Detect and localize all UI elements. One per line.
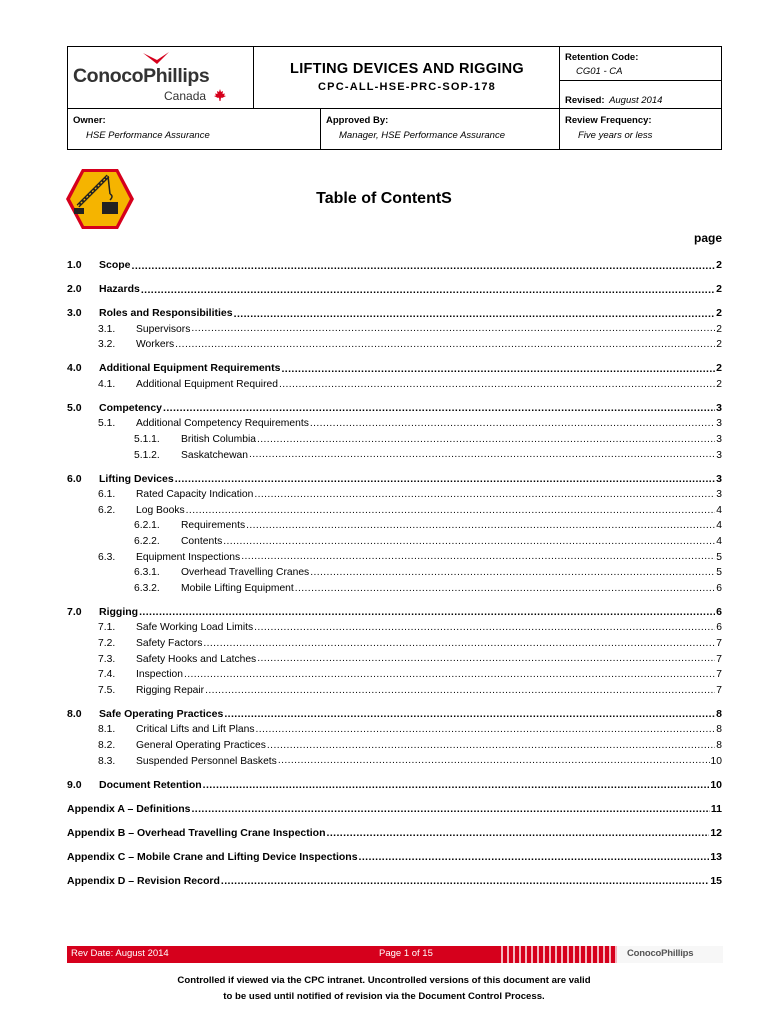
toc-page-number: 7 (716, 638, 722, 649)
toc-leader-dots (295, 584, 716, 594)
toc-entry-title: Safe Working Load Limits (136, 622, 254, 634)
toc-page-number: 4 (716, 504, 722, 516)
toc-entry-title: Additional Equipment Requirements (99, 362, 281, 375)
revised-cell (560, 81, 723, 109)
toc-number: 5.1.2. (134, 449, 160, 461)
toc-title: Table of ContentS (316, 190, 452, 207)
toc-subsection-row[interactable] (67, 320, 722, 335)
toc-entry-title: Competency (99, 401, 163, 414)
toc-number: 8.2. (98, 740, 116, 751)
footer-bar (67, 946, 723, 963)
toc-number: 1.0 (67, 259, 82, 271)
toc-section-row[interactable] (67, 824, 722, 839)
toc-page-number: 2 (716, 283, 722, 295)
footer-page-number: Page 1 of 15 (379, 948, 433, 959)
toc-page-number: 8 (716, 724, 722, 736)
toc-entry-title: Saskatchewan (181, 449, 248, 461)
toc-leader-dots (191, 804, 709, 815)
toc-number: 5.1.1. (134, 434, 160, 445)
toc-leader-dots (184, 670, 715, 680)
approved-label: Approved By: (326, 115, 389, 126)
toc-page-number: 6 (716, 605, 722, 618)
toc-leader-dots (310, 419, 715, 429)
toc-number: 7.5. (98, 684, 116, 696)
toc-subsection-row[interactable] (67, 618, 722, 633)
maple-leaf-icon (214, 89, 226, 101)
toc-leader-dots (234, 309, 716, 320)
review-value: Five years or less (578, 130, 653, 141)
toc-leader-dots (249, 450, 715, 460)
logo-swoosh-icon (141, 51, 171, 65)
toc-section-row[interactable] (67, 470, 722, 485)
retention-label: Retention Code: (565, 52, 639, 63)
logo-region: Canada (164, 89, 207, 103)
toc-number: 6.3.1. (134, 567, 160, 579)
toc-section-row[interactable] (67, 256, 722, 271)
toc-leader-dots (224, 709, 715, 720)
toc-page-number: 3 (716, 472, 722, 485)
toc-leader-dots (141, 285, 715, 296)
toc-entry-title: British Columbia (181, 434, 256, 445)
toc-page-number: 3 (716, 418, 722, 430)
toc-number: 9.0 (67, 778, 82, 791)
toc-page-number: 2 (716, 362, 722, 375)
toc-entry-title: Additional Competency Requirements (136, 418, 309, 430)
toc-page-number: 2 (716, 307, 722, 319)
toc-entry-title: Suspended Personnel Baskets (136, 755, 277, 767)
review-frequency-cell (560, 109, 723, 151)
toc-section-row[interactable] (67, 872, 722, 887)
toc-leader-dots (175, 474, 715, 485)
toc-subsection-row[interactable] (67, 516, 722, 531)
page-column-heading: page (693, 231, 722, 245)
controlled-notice (0, 973, 768, 1005)
toc-subsection-row[interactable] (67, 485, 722, 500)
toc-page-number: 3 (716, 449, 722, 461)
toc-leader-dots (175, 340, 715, 350)
toc-entry-title: Mobile Lifting Equipment (181, 582, 294, 594)
toc-page-number: 8 (716, 707, 722, 720)
toc-subsection-row[interactable] (67, 446, 722, 461)
toc-subsection-row[interactable] (67, 563, 722, 578)
toc-leader-dots (257, 435, 715, 445)
logo-wordmark: ConocoPhillips (73, 65, 210, 87)
owner-label: Owner: (73, 115, 106, 126)
toc-section-row[interactable] (67, 800, 722, 815)
toc-page-number: 6 (716, 622, 722, 634)
toc-subsection-row[interactable] (67, 650, 722, 665)
toc-subsection-row[interactable] (67, 579, 722, 594)
toc-page-number: 12 (710, 826, 722, 839)
toc-entry-title: Appendix C – Mobile Crane and Lifting Device Inspections (67, 850, 358, 863)
toc-page-number: 10 (710, 755, 722, 767)
review-label: Review Frequency: (565, 115, 652, 126)
toc-page-number: 11 (710, 802, 722, 815)
toc-number: 5.1. (98, 418, 116, 430)
toc-section-row[interactable] (67, 603, 722, 618)
toc-number: 8.3. (98, 755, 116, 767)
toc-entry-title: Document Retention (99, 778, 202, 791)
approved-by-cell (321, 109, 560, 151)
toc-page-number: 2 (716, 259, 722, 271)
approved-value: Manager, HSE Performance Assurance (339, 130, 505, 141)
toc-entry-title: Requirements (181, 520, 246, 532)
toc-number: 7.3. (98, 653, 116, 665)
toc-leader-dots (203, 780, 710, 791)
toc-number: 3.1. (98, 323, 116, 335)
toc-page-number: 7 (716, 669, 722, 681)
toc-number: 6.3. (98, 551, 116, 563)
toc-subsection-row[interactable] (67, 720, 722, 735)
toc-number: 8.1. (98, 724, 116, 736)
toc-leader-dots (359, 852, 710, 863)
toc-entry-title: Additional Equipment Required (136, 378, 278, 390)
toc-page-number: 4 (716, 536, 722, 547)
toc-number: 7.4. (98, 669, 116, 681)
toc-subsection-row[interactable] (67, 752, 722, 767)
toc-section-row[interactable] (67, 705, 722, 720)
toc-entry-title: Supervisors (136, 323, 191, 335)
toc-entry-title: Rigging Repair (136, 684, 205, 696)
toc-leader-dots (254, 490, 715, 500)
toc-leader-dots (254, 623, 715, 633)
toc-number: 8.0 (67, 707, 82, 720)
toc-leader-dots (310, 568, 715, 578)
toc-subsection-row[interactable] (67, 414, 722, 429)
toc-number: 4.1. (98, 378, 116, 390)
controlled-notice-line-1: Controlled if viewed via the CPC intranet. Uncontrolled versions of this document are valid (177, 975, 591, 986)
toc-subsection-row[interactable] (67, 430, 722, 445)
toc-entry-title: Roles and Responsibilities (99, 307, 233, 319)
toc-leader-dots (186, 506, 716, 516)
toc-leader-dots (139, 607, 715, 618)
document-title: LIFTING DEVICES AND RIGGING (290, 61, 524, 77)
toc-leader-dots (163, 403, 715, 414)
toc-page-number: 3 (716, 434, 722, 445)
toc-leader-dots (221, 876, 709, 887)
toc-number: 4.0 (67, 362, 82, 375)
toc-entry-title: General Operating Practices (136, 740, 266, 751)
toc-number: 7.2. (98, 638, 116, 649)
toc-number: 7.1. (98, 622, 116, 634)
footer-fade (497, 946, 617, 963)
toc-entry-title: Safety Factors (136, 638, 203, 649)
toc-entry-title: Safety Hooks and Latches (136, 653, 257, 665)
toc-section-row[interactable] (67, 776, 722, 791)
toc-number: 6.1. (98, 489, 116, 501)
toc-leader-dots (267, 741, 715, 751)
owner-cell (68, 109, 321, 151)
toc-leader-dots (246, 521, 715, 531)
toc-subsection-row[interactable] (67, 736, 722, 751)
toc-subsection-row[interactable] (67, 634, 722, 649)
document-header (67, 46, 722, 150)
toc-section-row[interactable] (67, 359, 722, 374)
toc-number: 3.0 (67, 307, 82, 319)
toc-section-row[interactable] (67, 848, 722, 863)
toc-number: 3.2. (98, 339, 116, 351)
toc-entry-title: Rated Capacity Indication (136, 489, 254, 501)
toc-entry-title: Log Books (136, 504, 185, 516)
toc-subsection-row[interactable] (67, 335, 722, 350)
toc-page-number: 10 (710, 778, 722, 791)
footer-logo: ConocoPhillips (627, 948, 694, 959)
company-logo (68, 47, 254, 109)
toc-number: 6.3.2. (134, 582, 160, 594)
toc-page-number: 5 (716, 551, 722, 563)
toc-entry-title: Inspection (136, 669, 183, 681)
toc-number: 6.2.2. (134, 536, 160, 547)
toc-section-row[interactable] (67, 399, 722, 414)
toc-leader-dots (205, 686, 715, 696)
toc-subsection-row[interactable] (67, 548, 722, 563)
toc-leader-dots (223, 537, 715, 547)
toc-number: 5.0 (67, 401, 82, 414)
toc-entry-title: Hazards (99, 283, 140, 295)
document-title-block (254, 47, 560, 109)
toc-page-number: 4 (716, 520, 722, 532)
toc-leader-dots (241, 552, 715, 562)
footer-logo-box (617, 946, 723, 963)
toc-page-number: 3 (716, 401, 722, 414)
toc-leader-dots (327, 828, 710, 839)
toc-leader-dots (191, 324, 715, 334)
toc-entry-title: Overhead Travelling Cranes (181, 567, 310, 579)
toc-page-number: 2 (716, 339, 722, 351)
revised-label: Revised: (565, 95, 605, 106)
toc-number: 6.2.1. (134, 520, 160, 532)
toc-number: 6.0 (67, 472, 82, 485)
controlled-notice-line-2: to be used until notified of revision via the Document Control Process. (223, 991, 545, 1002)
toc-page-number: 7 (716, 653, 722, 665)
toc-page-number: 2 (716, 323, 722, 335)
toc-entry-title: Appendix A – Definitions (67, 802, 191, 815)
toc-entry-title: Scope (99, 259, 131, 271)
toc-page-number: 5 (716, 567, 722, 579)
toc-page-number: 2 (716, 378, 722, 390)
toc-number: 2.0 (67, 283, 82, 295)
toc-section-row[interactable] (67, 280, 722, 295)
footer-rev-date: Rev Date: August 2014 (71, 948, 169, 959)
toc-entry-title: Critical Lifts and Lift Plans (136, 724, 255, 736)
toc-page-number: 7 (716, 684, 722, 696)
toc-entry-title: Lifting Devices (99, 472, 174, 485)
toc-leader-dots (257, 654, 715, 664)
toc-number: 6.2. (98, 504, 116, 516)
toc-leader-dots (279, 380, 715, 390)
toc-leader-dots (203, 639, 715, 649)
toc-entry-title: Appendix D – Revision Record (67, 874, 220, 887)
toc-subsection-row[interactable] (67, 681, 722, 696)
toc-leader-dots (255, 725, 715, 735)
toc-subsection-row[interactable] (67, 501, 722, 516)
toc-entry-title: Equipment Inspections (136, 551, 241, 563)
toc-page-number: 8 (716, 740, 722, 751)
toc-entry-title: Rigging (99, 605, 139, 618)
toc-page-number: 15 (710, 874, 722, 887)
toc-page-number: 13 (710, 850, 722, 863)
revised-value: August 2014 (609, 95, 663, 106)
toc-subsection-row[interactable] (67, 665, 722, 680)
toc-leader-dots (281, 364, 715, 375)
toc-leader-dots (132, 261, 716, 272)
retention-code-cell (560, 47, 723, 81)
toc-entry-title: Safe Operating Practices (99, 707, 224, 720)
retention-value: CG01 - CA (576, 66, 623, 77)
toc-leader-dots (278, 756, 710, 766)
document-code: CPC-ALL-HSE-PRC-SOP-178 (318, 81, 496, 93)
toc-subsection-row[interactable] (67, 375, 722, 390)
toc-number: 7.0 (67, 605, 82, 618)
toc-page-number: 3 (716, 489, 722, 501)
toc-subsection-row[interactable] (67, 532, 722, 547)
toc-entry-title: Contents (181, 536, 223, 547)
toc-section-row[interactable] (67, 304, 722, 319)
toc-entry-title: Appendix B – Overhead Travelling Crane Inspection (67, 826, 326, 839)
toc-page-number: 6 (716, 582, 722, 594)
owner-value: HSE Performance Assurance (86, 130, 210, 141)
toc-entry-title: Workers (136, 339, 175, 351)
